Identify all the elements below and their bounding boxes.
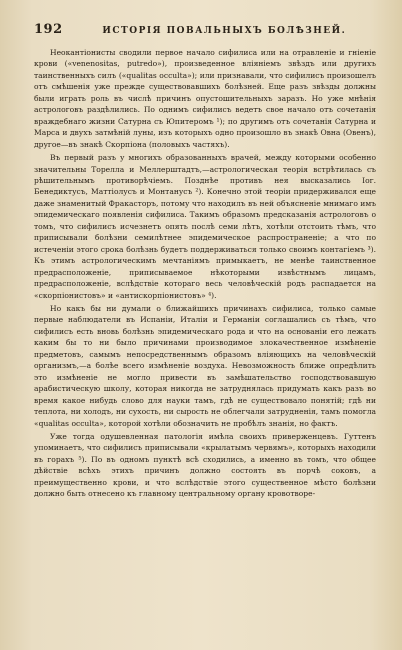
- page-header: [34, 22, 376, 37]
- paragraph-4: Уже тогда одушевленная патологія имѣла своихъ приверженцевъ. Гуттенъ упоминаетъ, что сифилисъ приписывали «крылатымъ червямъ», которыхъ находили въ горахъ ⁵). По въ одномъ пунктѣ всѣ сходились, а именно въ томъ, что общее дѣйствіе всѣхъ этихъ причинъ должно состоять въ порчѣ соковъ, а преимущественно крови, и что вслѣдствіе этого существенное мѣсто болѣзни должно быть отнесено къ главному центральному органу кровотворе-: [34, 431, 376, 499]
- page-number: 192: [34, 22, 63, 37]
- running-head: ИСТОРІЯ ПОВАЛЬНЫХЪ БОЛѢЗНЕЙ.: [102, 26, 347, 36]
- paragraph-1: Неокантіонисты сводили первое начало сифилиса или на отравленіе и гніеніе крови («venenositas, putredo»), произведенное вліяніемъ звѣздъ или другихъ таинственныхъ силъ («qualitas occulta»); или признавали, что сифилисъ произошелъ отъ смѣшенія уже прежде существовавшихъ болѣзней. Еще разъ звѣзды должны были играть роль въ числѣ причинъ опустошительныхъ заразъ. Но уже мнѣнія астрологовъ раздѣлились. По однимъ сифилисъ ведетъ свое начало отъ сочетанія враждебнаго жизни Сатурна съ Юпитеромъ ¹); по другимъ отъ сочетанія Сатурна и Марса и двухъ затмѣній луны, изъ которыхъ одно произошло въ знакѣ Овна (Овенъ), другое—въ знакѣ Скорпіона (половыхъ частяхъ).: [34, 48, 376, 149]
- paragraph-2: Въ первый разъ у многихъ образованныхъ врачей, между которыми особенно значительны Торелла и Меллерштадтъ,—астрологическая теорія встрѣтилась съ рѣшительнымъ противорѣчіемъ. Позднѣе противъ нея высказались Іог. Бенедиктусъ, Маттіолусъ и Монтанусъ ²). Конечно этой теоріи придерживался еще даже знаменитый Фракасторъ, потому что находилъ въ ней объясненіе мнимаго имъ эпидемическаго появленія сифилиса. Такимъ образомъ предсказанія астрологовъ о томъ, что сифилисъ исчезнетъ опять послѣ семи лѣтъ, хотѣли отстоить тѣмъ, что приписывали болѣзни семилѣтнее эпидемическое распространеніе; а что по истеченіи этого срока болѣзнь будетъ поддерживаться только своимъ контагіемъ ³). Къ этимъ астрологическимъ мечтаніямъ примыкаетъ, не менѣе таинственное предрасположеніе, приписываемое нѣкоторыми извѣстнымъ лицамъ, предрасположеніе, вслѣдствіе котораго весь человѣческій родъ распадается на «скорпіонистовъ» и «антискорпіонистовъ» ⁴).: [34, 153, 376, 300]
- body-text: [34, 47, 376, 500]
- paragraph-3: Но какъ бы ни думали о ближайшихъ причинахъ сифилиса, только самые первые наблюдатели въ Испаніи, Италіи и Германіи соглашались съ тѣмъ, что сифилисъ есть вновь болѣзнь эпидемическаго рода и что на основаніи его лежать каким бы то ни было причинами производимое злокачественное измѣненіе предметовъ, самымъ непосредственнымъ образомъ вліяющихъ на человѣческій организмъ,—а болѣе всего измѣненіе воздуха. Невозможность ближе опредѣлить это измѣненіе не могло привести въ замѣшательство господствовавшую арабистическую школу, которая никогда не затруднялась придумать какъ разъ во время какое нибудь слово для науки тамъ, гдѣ не существовало понятій; гдѣ ни теплота, ни холодъ, ни сухость, ни сырость не облегчали затрудненія, тамъ помогла «qualitas occulta», которой хотѣли обозначить не пробѣлъ знанія, но фактъ.: [34, 303, 376, 428]
